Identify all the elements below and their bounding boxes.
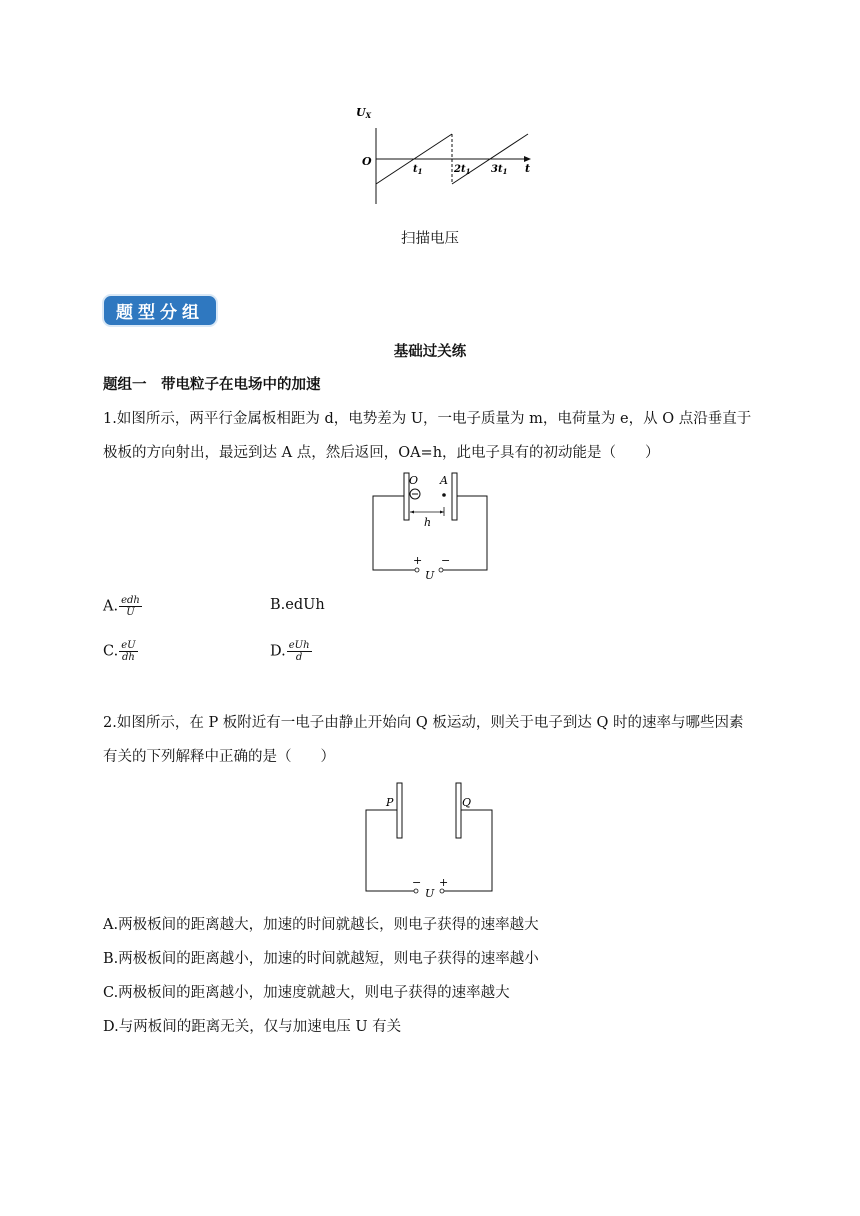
group1-heading: 题组一 带电粒子在电场中的加速 [103, 376, 321, 393]
q1-label-plus: + [413, 554, 423, 567]
tick-t1-label: $t_1$ [413, 164, 423, 176]
q2-stem-line2: 有关的下列解释中正确的是（ ） [103, 749, 335, 765]
q2-label-plus: + [439, 876, 449, 889]
section-badge: 题型分组 [102, 294, 218, 327]
q2-option-b[interactable]: B.两极板间的距离越小，加速的时间就越短，则电子获得的速率越小 [103, 951, 539, 967]
q1-terminal-minus [439, 568, 443, 572]
q2-circuit-diagram [362, 780, 498, 900]
q1-label-o: O [409, 474, 419, 487]
q1-label-h: h [424, 516, 432, 529]
subtitle: 基础过关练 [393, 343, 467, 360]
q1-label-a: A [440, 474, 448, 487]
q1-right-plate [452, 473, 457, 520]
q1-option-d-fraction: $\frac{\text{eUh}}{d}$ [288, 640, 310, 663]
q1-label-u: U [425, 569, 435, 581]
q1-option-a-prefix: A. [103, 598, 119, 615]
q1-option-d[interactable] [270, 640, 312, 663]
figure1-caption: 扫描电压 [401, 231, 459, 247]
q1-option-b[interactable]: B.edUh [270, 597, 325, 613]
q2-stem-line1: 2.如图所示，在 P 板附近有一电子由静止开始向 Q 板运动，则关于电子到达 Q 时的速率与哪些因素 [103, 715, 744, 731]
q2-terminal-minus [414, 889, 418, 893]
q1-option-d-prefix: D. [270, 643, 286, 660]
q1-option-a-fraction: $\frac{\text{edh}}{U}$ [121, 595, 140, 618]
x-axis-label: t [525, 162, 531, 175]
q1-option-c-fraction: $\frac{eU}{dh}$ [121, 640, 136, 663]
q1-label-minus: − [441, 554, 451, 567]
q2-terminal-plus [440, 889, 444, 893]
q1-stem-line1: 1.如图所示，两平行金属板相距为 d，电势差为 U，一电子质量为 m，电荷量为 e，从 O 点沿垂直于 [103, 411, 752, 427]
q2-label-minus: − [412, 876, 422, 889]
q1-stem-line2: 极板的方向射出，最远到达 A 点，然后返回，OA=h，此电子具有的初动能是（ ） [103, 445, 660, 461]
q2-label-q: Q [462, 796, 472, 809]
q2-option-c[interactable]: C.两极板间的距离越小，加速度就越大，则电子获得的速率越大 [103, 985, 510, 1001]
tick-2t1-label: $2t_1$ [454, 164, 471, 176]
q2-option-a[interactable]: A.两极板间的距离越大，加速的时间就越长，则电子获得的速率越大 [103, 917, 539, 933]
q1-option-a[interactable] [103, 595, 142, 618]
q2-label-p: P [386, 796, 394, 809]
q2-option-d[interactable]: D.与两板间的距离无关，仅与加速电压 U 有关 [103, 1019, 402, 1035]
sweep-voltage-graph [350, 98, 540, 210]
q1-point-a [442, 493, 446, 497]
q1-option-c[interactable] [103, 640, 138, 663]
q2-plate-q [456, 783, 461, 838]
q1-terminal-plus [415, 568, 419, 572]
q2-label-u: U [425, 887, 435, 900]
q1-circuit-diagram [368, 469, 492, 581]
q2-plate-p [397, 783, 402, 838]
y-axis-label: UX [356, 106, 372, 120]
q1-option-c-prefix: C. [103, 643, 119, 660]
q2-right-wire [444, 810, 492, 891]
q2-left-wire [366, 810, 414, 891]
origin-label: O [362, 155, 372, 168]
tick-3t1-label: $3t_1$ [491, 164, 508, 176]
